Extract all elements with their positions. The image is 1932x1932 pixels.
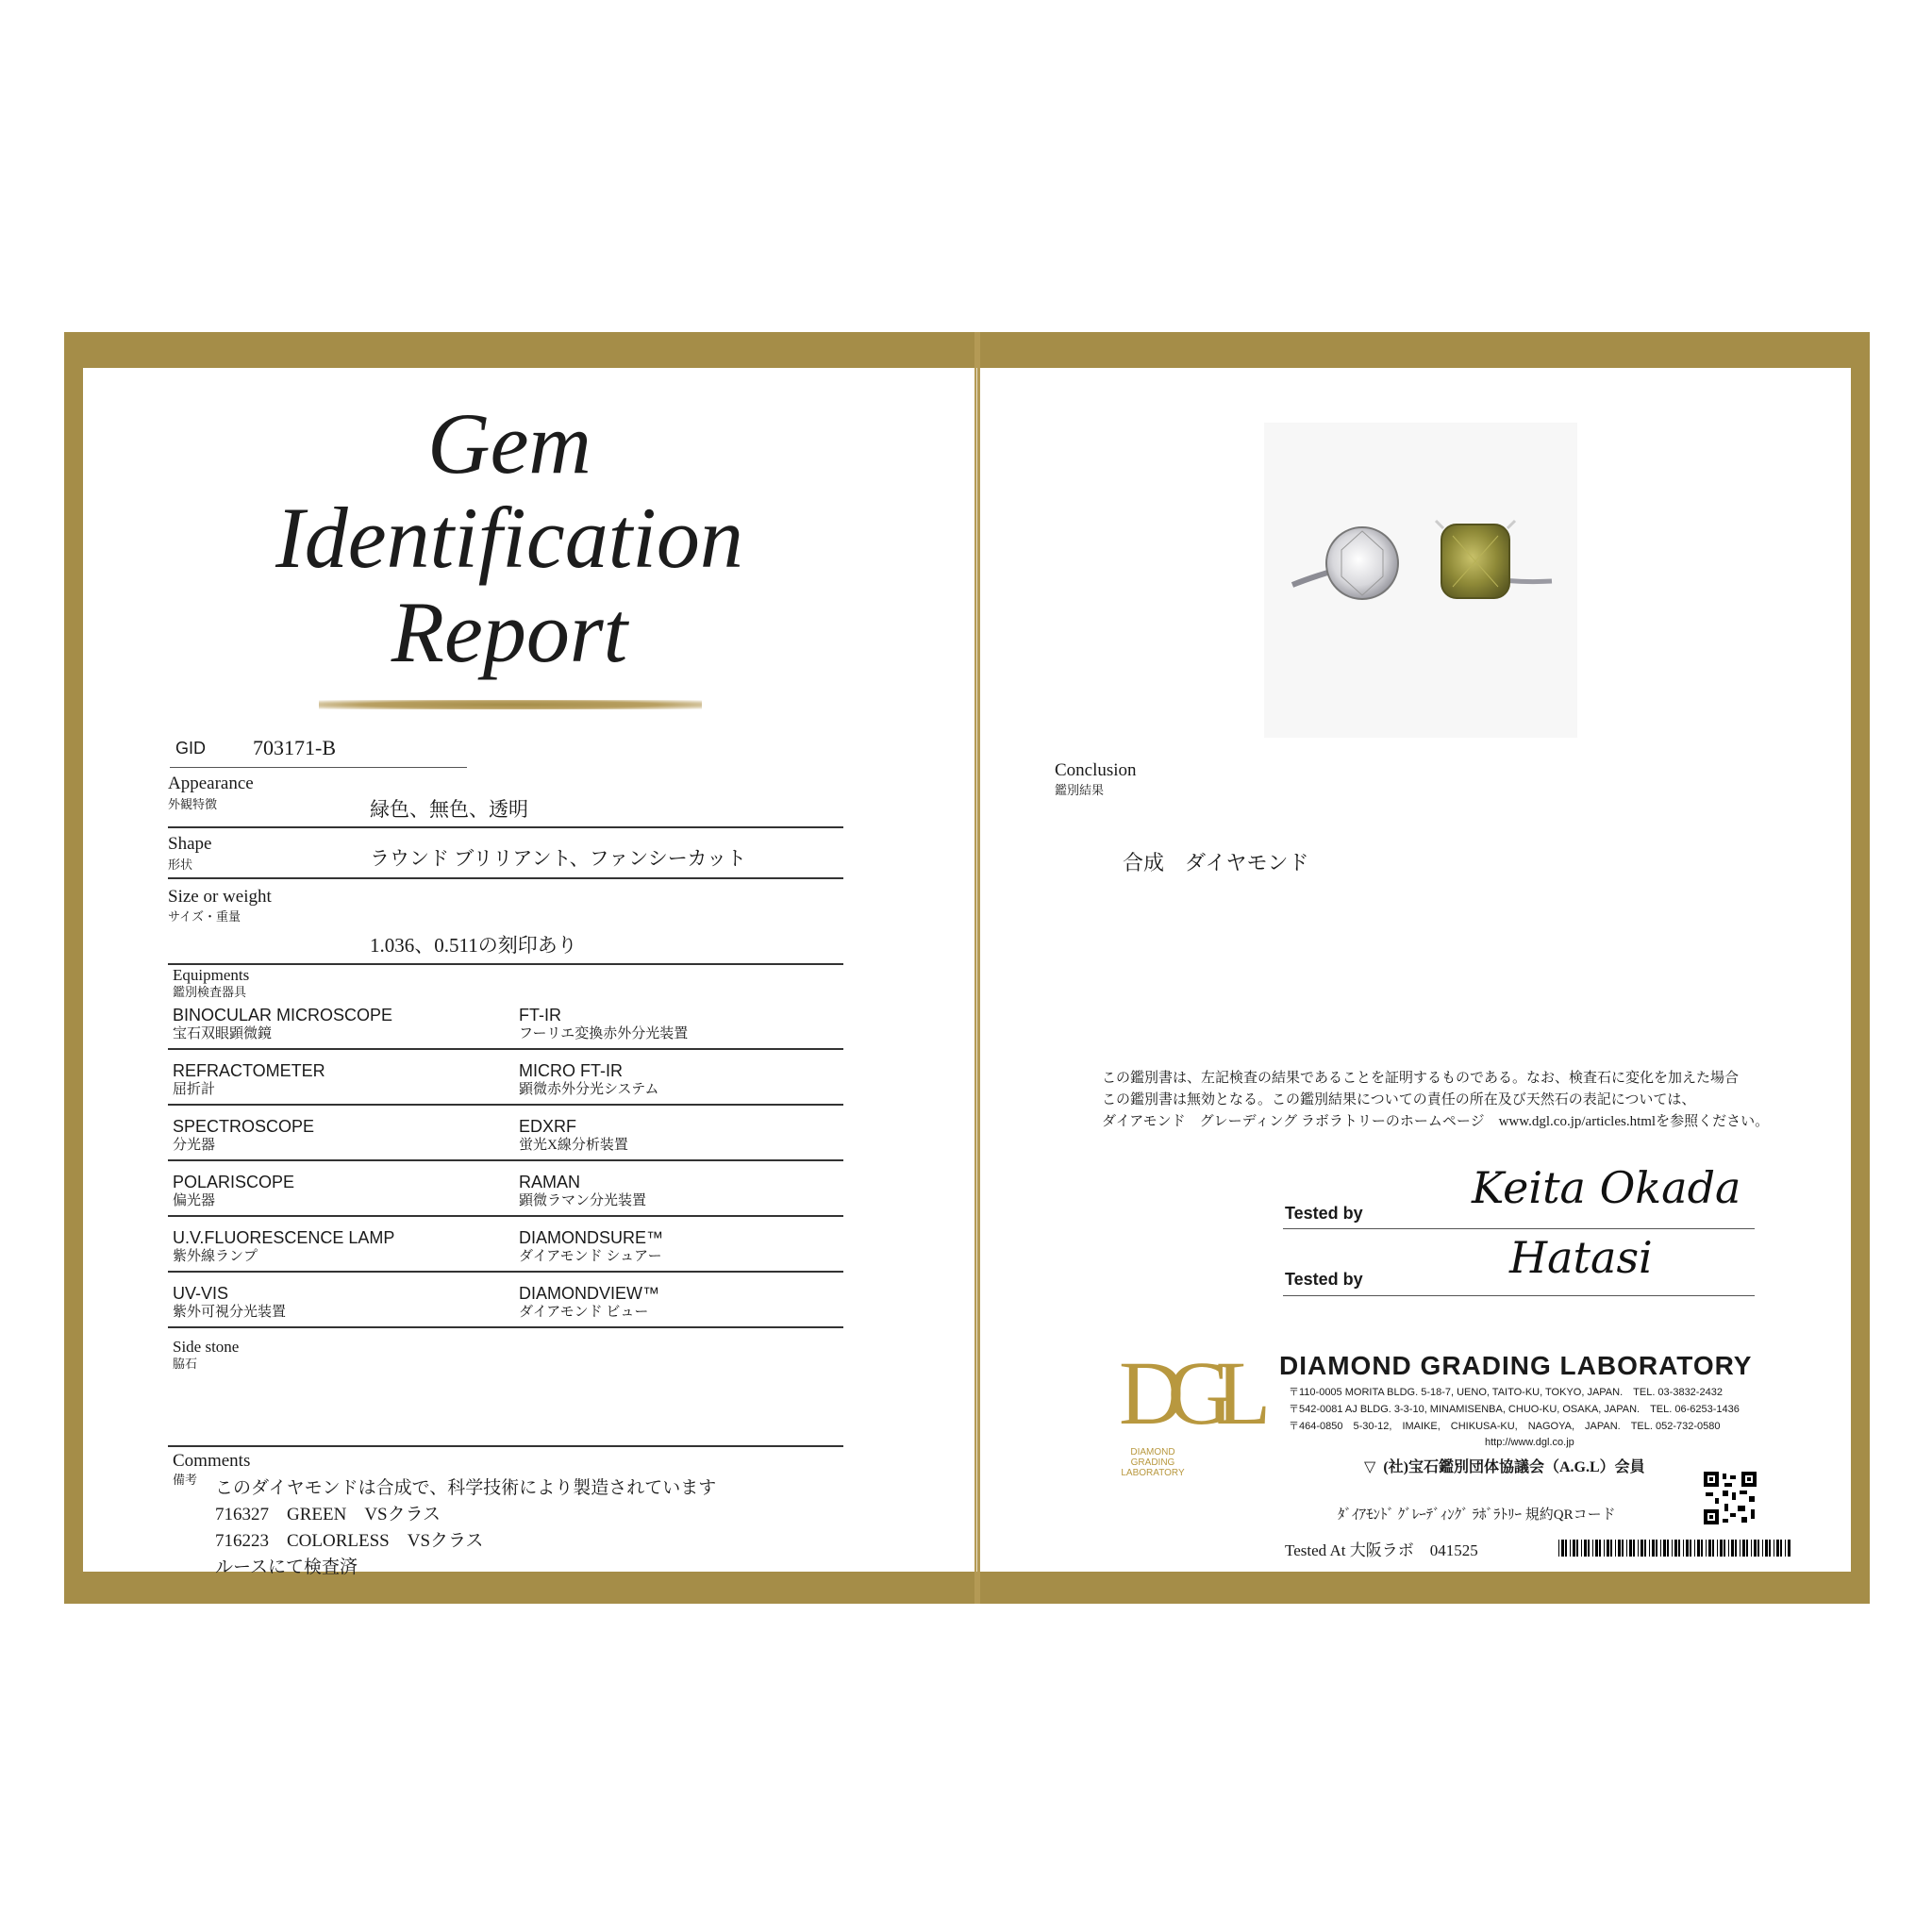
row-rule bbox=[168, 1048, 843, 1050]
tested-by-label-2: Tested by bbox=[1285, 1270, 1363, 1289]
equipment-name: RAMAN bbox=[519, 1173, 581, 1191]
gid-value: 703171-B bbox=[253, 736, 336, 759]
row-rule bbox=[168, 1215, 843, 1217]
ring-photo bbox=[1264, 423, 1577, 738]
equipment-name-jp: 顕微赤外分光システム bbox=[519, 1082, 659, 1097]
equipment-name-jp: 紫外可視分光装置 bbox=[173, 1305, 287, 1320]
row-rule bbox=[168, 1104, 843, 1106]
row-rule bbox=[168, 1159, 843, 1161]
tested-at: Tested At 大阪ラボ 041525 bbox=[1285, 1541, 1478, 1559]
conclusion-label-jp: 鑑別結果 bbox=[1055, 783, 1105, 797]
row-rule bbox=[168, 826, 843, 828]
dgl-logo-mark: DGL bbox=[1119, 1342, 1255, 1443]
shape-value: ラウンド ブリリアント、ファンシーカット bbox=[370, 847, 747, 870]
center-fold bbox=[974, 332, 980, 1604]
side-stone-label: Side stone bbox=[173, 1338, 240, 1356]
comments-label-jp: 備考 bbox=[173, 1473, 198, 1487]
signature-rule-2 bbox=[1283, 1295, 1755, 1296]
qr-label: ﾀﾞｲｱﾓﾝﾄﾞ ｸﾞﾚｰﾃﾞｨﾝｸﾞ ﾗﾎﾞﾗﾄﾘｰ 規約QRコード bbox=[1338, 1507, 1616, 1523]
member-line bbox=[1364, 1455, 1645, 1476]
dgl-logo bbox=[1113, 1341, 1255, 1483]
shape-label: Shape bbox=[168, 834, 212, 854]
disclaimer-line-3: ダイアモンド グレーディング ラボラトリーのホームページ www.dgl.co.jp/articles.htmlを参照ください。 bbox=[1102, 1114, 1770, 1129]
qr-code-icon bbox=[1704, 1472, 1757, 1524]
disclaimer-line-2: この鑑別書は無効となる。この鑑別結果についての責任の所在及び天然石の表記については、 bbox=[1102, 1092, 1696, 1108]
side-stone-label-jp: 脇石 bbox=[173, 1357, 198, 1371]
logo-sub-2: GRADING bbox=[1130, 1457, 1175, 1468]
equipment-name-jp: ダイアモンド シュアー bbox=[519, 1249, 662, 1264]
comment-line-3: 716223 COLORLESS VSクラス bbox=[215, 1531, 484, 1551]
equipment-name: BINOCULAR MICROSCOPE bbox=[173, 1006, 393, 1024]
equipment-name: U.V.FLUORESCENCE LAMP bbox=[173, 1228, 395, 1247]
lab-name: DIAMOND GRADING LABORATORY bbox=[1279, 1351, 1753, 1380]
equipment-name: FT-IR bbox=[519, 1006, 561, 1024]
equipments-label-jp: 鑑別検査器具 bbox=[173, 985, 247, 999]
shape-label-jp: 形状 bbox=[168, 858, 193, 872]
gid-label: GID bbox=[175, 739, 207, 758]
equipment-name: DIAMONDSURE™ bbox=[519, 1228, 664, 1247]
equipment-name-jp: 蛍光X線分析装置 bbox=[519, 1138, 628, 1153]
lab-address-2: 〒542-0081 AJ BLDG. 3-3-10, MINAMISENBA, CHUO-KU, OSAKA, JAPAN. TEL. 06-6253-1436 bbox=[1289, 1404, 1740, 1415]
agl-mark-icon: ▽ bbox=[1364, 1459, 1376, 1475]
appearance-value: 緑色、無色、透明 bbox=[370, 798, 528, 821]
logo-sub-1: DIAMOND bbox=[1130, 1447, 1175, 1457]
lab-url: http://www.dgl.co.jp bbox=[1485, 1437, 1574, 1448]
member-text: (社)宝石鑑別団体協議会（A.G.L）会員 bbox=[1383, 1459, 1645, 1475]
tested-by-label-1: Tested by bbox=[1285, 1204, 1363, 1223]
appearance-label-jp: 外観特徴 bbox=[168, 797, 218, 811]
gid-rule bbox=[170, 767, 467, 768]
row-rule bbox=[168, 963, 843, 965]
row-rule bbox=[168, 1326, 843, 1328]
equipment-name-jp: 分光器 bbox=[173, 1138, 216, 1153]
conclusion-label: Conclusion bbox=[1055, 760, 1137, 780]
equipments-label: Equipments bbox=[173, 966, 250, 984]
signature-rule-1 bbox=[1283, 1228, 1755, 1229]
comment-line-4: ルースにて検査済 bbox=[215, 1557, 358, 1577]
equipment-name-jp: 偏光器 bbox=[173, 1193, 216, 1208]
equipment-name-jp: 宝石双眼顕微鏡 bbox=[173, 1026, 273, 1041]
equipment-name-jp: 紫外線ランプ bbox=[173, 1249, 258, 1264]
equipment-name: SPECTROSCOPE bbox=[173, 1117, 315, 1136]
equipment-name-jp: 顕微ラマン分光装置 bbox=[519, 1193, 647, 1208]
equipment-name: REFRACTOMETER bbox=[173, 1061, 325, 1080]
report-title bbox=[208, 396, 811, 679]
barcode-icon bbox=[1558, 1540, 1792, 1557]
logo-sub-3: LABORATORY bbox=[1121, 1468, 1185, 1478]
ring-illustration bbox=[1264, 423, 1577, 738]
equipment-name: DIAMONDVIEW™ bbox=[519, 1284, 660, 1303]
lab-address-3: 〒464-0850 5-30-12, IMAIKE, CHIKUSA-KU, NAGOYA, JAPAN. TEL. 052-732-0580 bbox=[1289, 1421, 1721, 1432]
conclusion-value: 合成 ダイヤモンド bbox=[1123, 851, 1309, 874]
comments-rule bbox=[168, 1445, 843, 1447]
size-label: Size or weight bbox=[168, 887, 272, 907]
row-rule bbox=[168, 1271, 843, 1273]
title-underline bbox=[319, 700, 702, 709]
disclaimer-line-1: この鑑別書は、左記検査の結果であることを証明するものである。なお、検査石に変化を加えた場合 bbox=[1102, 1071, 1740, 1086]
signature-1: Keita Okada bbox=[1472, 1162, 1741, 1213]
row-rule bbox=[168, 877, 843, 879]
signature-2: Hatasi bbox=[1509, 1232, 1653, 1283]
lab-address-1: 〒110-0005 MORITA BLDG. 5-18-7, UENO, TAITO-KU, TOKYO, JAPAN. TEL. 03-3832-2432 bbox=[1289, 1387, 1723, 1398]
equipment-name-jp: 屈折計 bbox=[173, 1082, 216, 1097]
appearance-label: Appearance bbox=[168, 774, 254, 793]
comment-line-2: 716327 GREEN VSクラス bbox=[215, 1505, 441, 1524]
equipment-name: MICRO FT-IR bbox=[519, 1061, 623, 1080]
size-label-jp: サイズ・重量 bbox=[168, 909, 241, 924]
title-line-3: Report bbox=[391, 584, 628, 680]
equipment-name: EDXRF bbox=[519, 1117, 577, 1136]
equipment-name-jp: ダイアモンド ビュー bbox=[519, 1305, 649, 1320]
center-fold-line bbox=[976, 368, 977, 1572]
size-value: 1.036、0.511の刻印あり bbox=[370, 934, 577, 957]
comment-line-1: このダイヤモンドは合成で、科学技術により製造されています bbox=[215, 1478, 717, 1498]
title-line-1: Gem bbox=[427, 395, 591, 491]
comments-label: Comments bbox=[173, 1451, 251, 1471]
title-line-2: Identification bbox=[275, 490, 743, 586]
equipment-name: POLARISCOPE bbox=[173, 1173, 295, 1191]
equipment-name-jp: フーリエ変換赤外分光装置 bbox=[519, 1026, 689, 1041]
equipment-name: UV-VIS bbox=[173, 1284, 229, 1303]
